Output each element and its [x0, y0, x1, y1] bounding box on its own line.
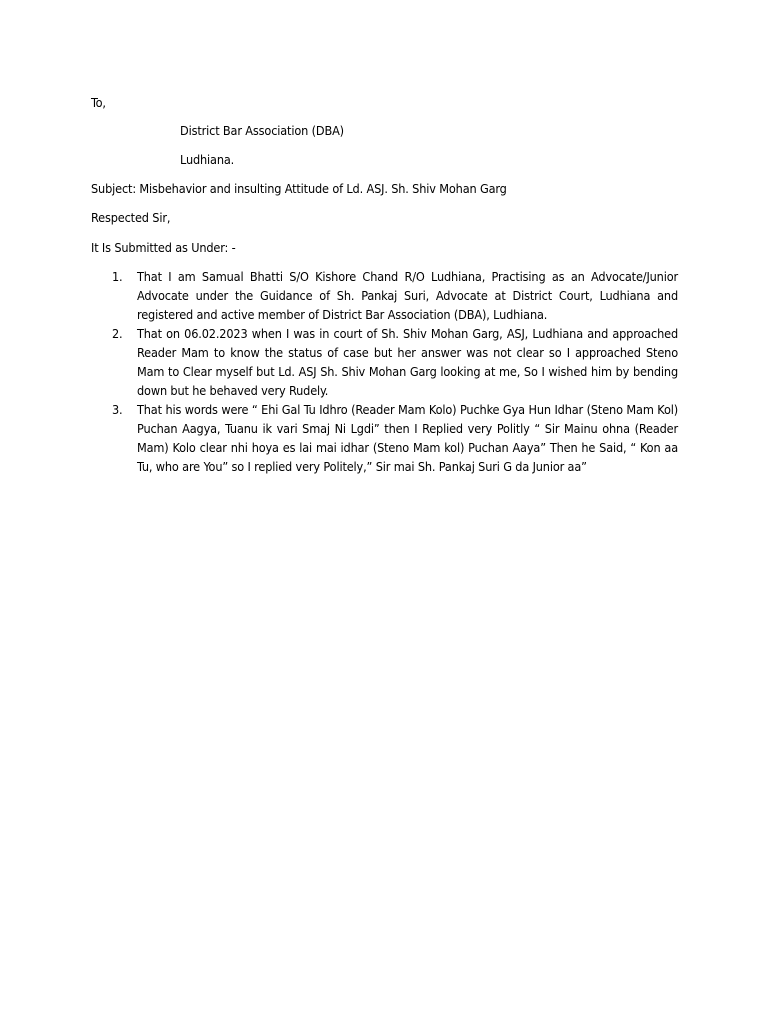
list-item-text: That I am Samual Bhatti S/O Kishore Chand R/O Ludhiana, Practising as an Advocate/Junior Advocate under the Guidance of Sh. Pankaj Suri, Advocate at District Court, Ludhiana and registered and active member of District Bar Association (DBA), Ludhiana.	[137, 269, 678, 322]
recipient-line-2: Ludhiana.	[180, 152, 235, 167]
list-item-text: That on 06.02.2023 when I was in court of Sh. Shiv Mohan Garg, ASJ, Ludhiana and approached Reader Mam to know the status of case but her answer was not clear so I approached Steno Mam to Clear myself but Ld. ASJ Sh. Shiv Mohan Garg looking at me, So I wished him by bending down but he behaved very Rudely.	[137, 326, 678, 398]
numbered-points-list	[112, 267, 678, 476]
list-item	[112, 267, 678, 324]
letter-intro: It Is Submitted as Under: -	[91, 240, 236, 255]
list-item	[112, 400, 678, 476]
list-item-number: 3.	[112, 402, 123, 417]
letter-subject: Subject: Misbehavior and insulting Attitude of Ld. ASJ. Sh. Shiv Mohan Garg	[91, 181, 507, 196]
list-item-number: 2.	[112, 326, 123, 341]
list-item-number: 1.	[112, 269, 123, 284]
recipient-line-1: District Bar Association (DBA)	[180, 123, 344, 138]
letter-salutation: Respected Sir,	[91, 210, 171, 225]
list-item	[112, 324, 678, 400]
list-item-text: That his words were “ Ehi Gal Tu Idhro (Reader Mam Kolo) Puchke Gya Hun Idhar (Steno Mam Kol) Puchan Aagya, Tuanu ik vari Smaj Ni Lgdi” then I Replied very Politly “ Sir Mainu ohna (Reader Mam) Kolo clear nhi hoya es lai mai idhar (Steno Mam kol) Puchan Aaya” Then he Said, “ Kon aa Tu, who are You” so I replied very Politely,” Sir mai Sh. Pankaj Suri G da Junior aa”	[137, 402, 678, 474]
letter-to: To,	[91, 95, 106, 110]
